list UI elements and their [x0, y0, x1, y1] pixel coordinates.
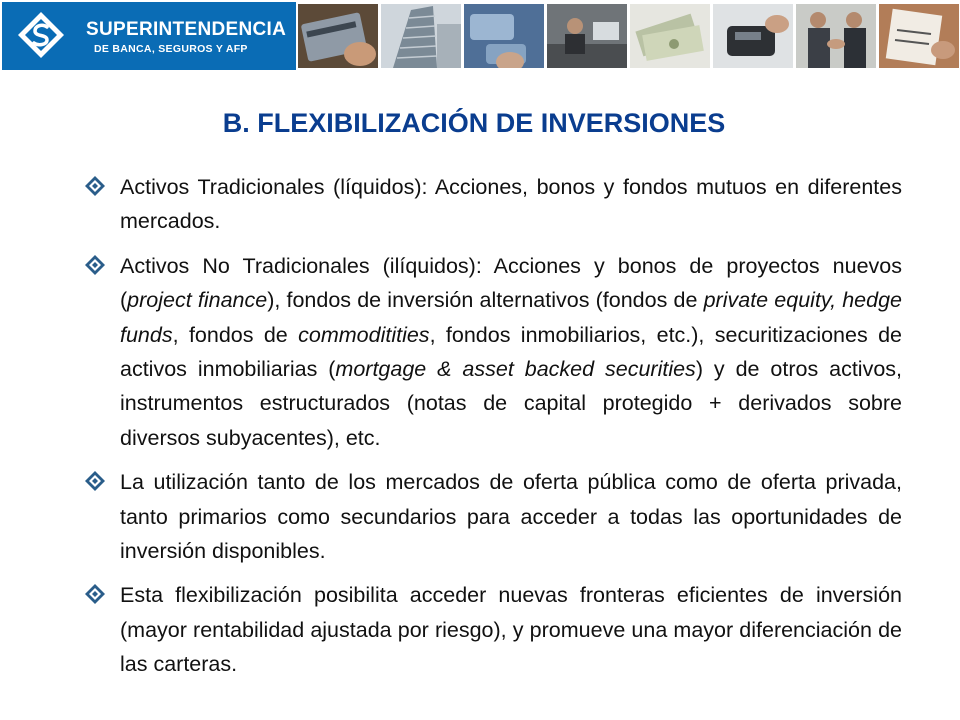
diamond-bullet-icon [84, 470, 106, 492]
text-segment: ) y de otros activos, instrumentos estructurados (notas de capital protegido + derivados sobre diversos subyacentes), etc. [120, 357, 903, 450]
italic-term: commoditities [298, 322, 430, 347]
office-building-photo [381, 4, 461, 68]
bullet-item [84, 578, 902, 681]
business-handshake-photo [796, 4, 876, 68]
bullet-item [84, 249, 902, 455]
logo-title: SUPERINTENDENCIA [86, 19, 287, 40]
bullet-text [120, 583, 902, 676]
diamond-bullet-icon [84, 175, 106, 197]
banknotes-photo [630, 4, 710, 68]
slide-title: B. FLEXIBILIZACIÓN DE INVERSIONES [222, 108, 726, 138]
text-segment: La utilización tanto de los mercados de oferta pública como de oferta privada, tanto primarios como secundarios para acceder a todas las oportunidades de inversión disponibles. [120, 470, 902, 564]
logo-diamond-icon [16, 10, 66, 60]
italic-term: mortgage & asset backed securities [335, 357, 696, 382]
header-banner [0, 0, 960, 74]
italic-term: private equity, hedge funds [120, 288, 902, 347]
bullet-item [84, 170, 902, 239]
card-terminal-photo [713, 4, 793, 68]
signing-document-photo [879, 4, 959, 68]
sbs-logo [2, 2, 296, 70]
keyboard-enter-key-photo [464, 4, 544, 68]
bullet-text [120, 175, 902, 233]
text-segment: , fondos de [172, 322, 299, 347]
credit-card-photo [298, 4, 378, 68]
text-segment: Esta flexibilización posibilita acceder nuevas fronteras eficientes de inversión (mayor rentabilidad ajustada por riesgo), y promueve una mayor diferenciación de las carteras. [120, 583, 902, 677]
logo-subtitle: DE BANCA, SEGUROS Y AFP [94, 43, 248, 55]
text-segment: Activos Tradicionales (líquidos): Acciones, bonos y fondos mutuos en diferentes mercados. [120, 175, 902, 234]
bullet-item [84, 465, 902, 568]
text-segment: , fondos inmobiliarios, etc.), securitizaciones de activos inmobiliarias ( [120, 322, 902, 382]
italic-term: project finance [127, 288, 268, 313]
office-workers-photo [547, 4, 627, 68]
text-segment: Activos No Tradicionales (ilíquidos): Acciones y bonos de proyectos nuevos ( [120, 253, 902, 313]
bullet-text [120, 470, 902, 563]
diamond-bullet-icon [84, 583, 106, 605]
text-segment: ), fondos de inversión alternativos (fondos de [267, 288, 704, 313]
bullet-text [120, 254, 902, 450]
diamond-bullet-icon [84, 254, 106, 276]
bullet-list [84, 170, 902, 692]
